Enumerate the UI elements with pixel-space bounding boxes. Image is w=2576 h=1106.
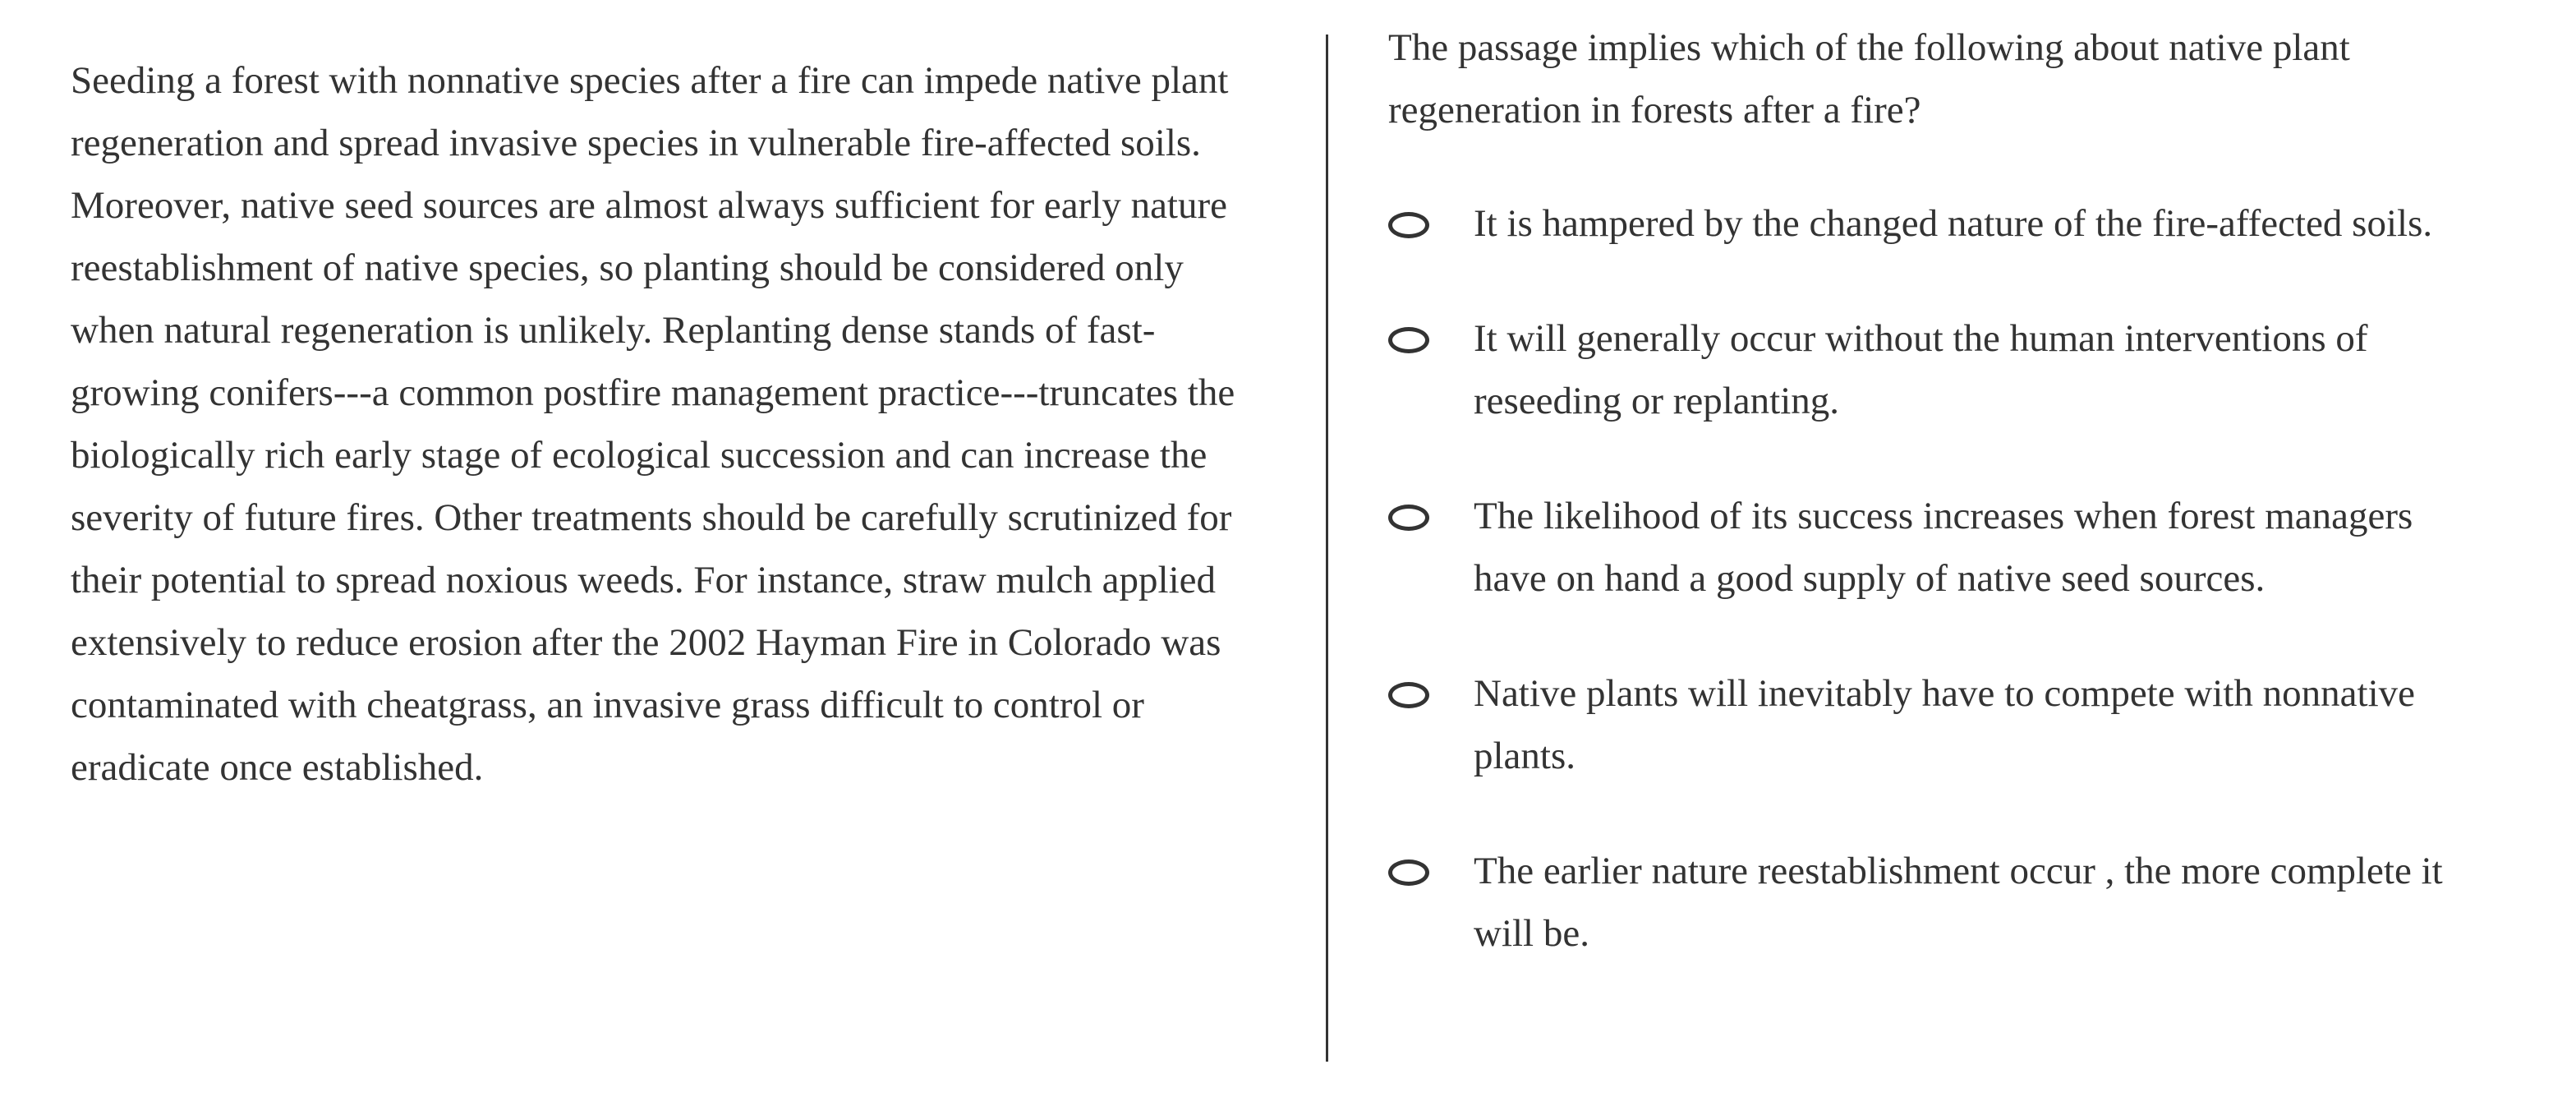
radio-button-icon[interactable] xyxy=(1388,859,1429,886)
answer-choice-label: It is hampered by the changed nature of the fire-affected soils. xyxy=(1474,202,2433,245)
question-pane xyxy=(1388,16,2538,1017)
answer-choice-label: The likelihood of its success increases when forest managers have on hand a good supply of native seed sources. xyxy=(1474,495,2413,600)
answer-choice-d[interactable] xyxy=(1388,662,2538,787)
answer-choice-c[interactable] xyxy=(1388,485,2538,610)
radio-button-icon[interactable] xyxy=(1388,505,1429,531)
answer-choice-e[interactable] xyxy=(1388,840,2538,965)
passage-text: Seeding a forest with nonnative species after a fire can impede native plant regeneration and spread invasive species in vulnerable fire-affected soils. Moreover, native seed sources are almost always sufficient for early nature reestablishment of native species, so planting should be considered only when natural regeneration is unlikely. Replanting dense stands of fast-growing conifers---a common postfire management practice---truncates the biologically rich early stage of ecological succession and can increase the severity of future fires. Other treatments should be carefully scrutinized for their potential to spread noxious weeds. For instance, straw mulch applied extensively to reduce erosion after the 2002 Hayman Fire in Colorado was contaminated with cheatgrass, an invasive grass difficult to control or eradicate once established. xyxy=(71,59,1235,789)
answer-choice-label: The earlier nature reestablishment occur , the more complete it will be. xyxy=(1474,850,2443,955)
question-stem: The passage implies which of the following about native plant regeneration in forests after a fire? xyxy=(1388,26,2350,131)
answer-choice-label: It will generally occur without the human interventions of reseeding or replanting. xyxy=(1474,317,2368,422)
radio-button-icon[interactable] xyxy=(1388,682,1429,708)
radio-button-icon[interactable] xyxy=(1388,327,1429,353)
pane-divider[interactable] xyxy=(1326,35,1328,1062)
radio-button-icon[interactable] xyxy=(1388,212,1429,238)
answer-choice-a[interactable] xyxy=(1388,192,2538,255)
passage-pane xyxy=(71,49,1270,799)
answer-choice-label: Native plants will inevitably have to compete with nonnative plants. xyxy=(1474,672,2415,777)
answer-choice-b[interactable] xyxy=(1388,307,2538,432)
answer-choices xyxy=(1388,192,2538,965)
